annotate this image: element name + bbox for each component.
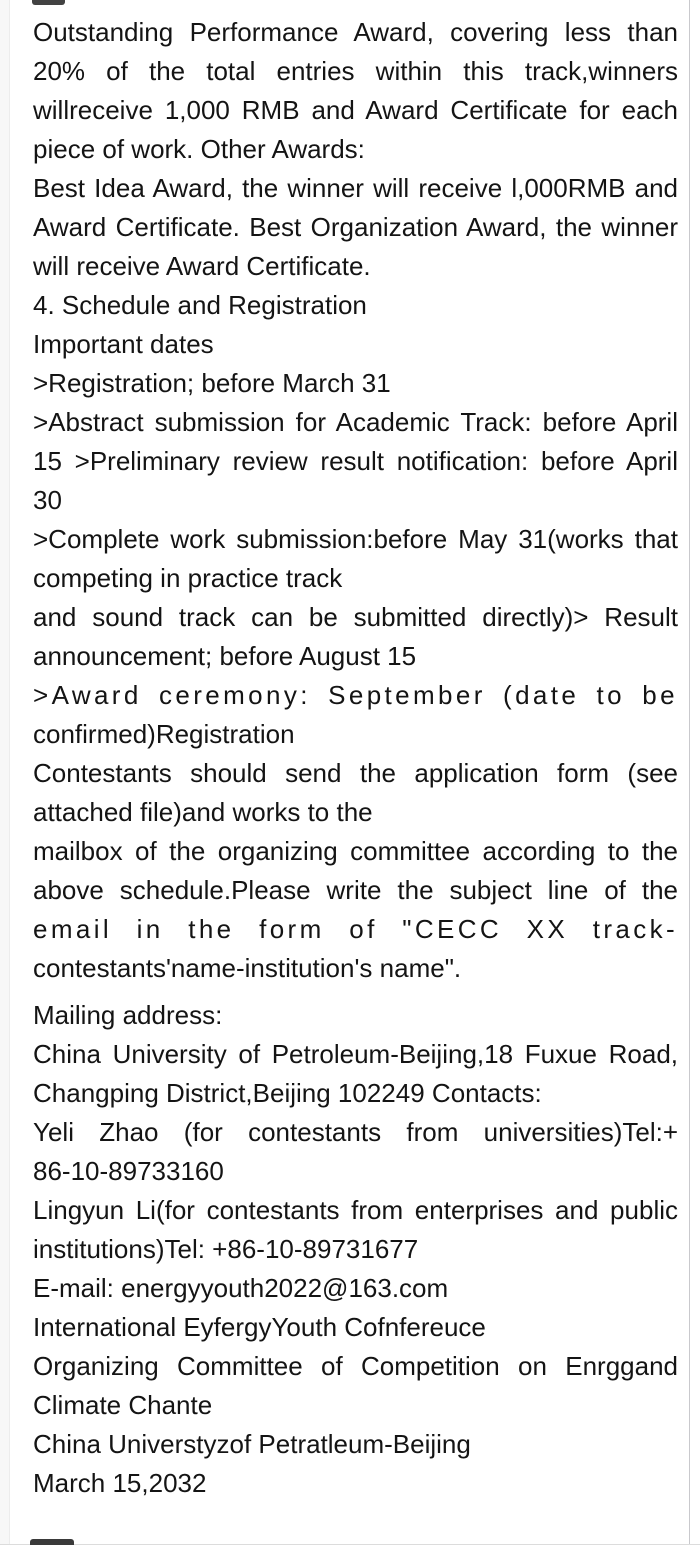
- document-line: March 15,2032: [33, 1468, 207, 1498]
- document-line: Climate Chante: [33, 1390, 213, 1420]
- document-line: email in the form of "CECC XX track-: [33, 914, 678, 944]
- document-line: China Universtyzof Petratleum-Beijing: [33, 1429, 471, 1459]
- document-line: Changping District,Beijing 102249 Contacts:: [33, 1078, 542, 1108]
- document-line: competing in practice track: [33, 563, 343, 593]
- document-line: Mailing address:: [33, 1000, 223, 1030]
- document-line: >Abstract submission for Academic Track: before April: [33, 407, 678, 437]
- document-line: >Award ceremony: September (date to be: [33, 680, 678, 710]
- document-line: Contestants should send the application form (see: [33, 758, 678, 788]
- document-line: announcement; before August 15: [33, 641, 417, 671]
- document-line: Best Idea Award, the winner will receive l,000RMB and: [33, 173, 678, 203]
- document-line: above schedule.Please write the subject line of the: [33, 875, 678, 905]
- top-cutoff-bar: [32, 0, 65, 5]
- document-line: International EyfergyYouth Cofnfereuce: [33, 1312, 486, 1342]
- document-line: Important dates: [33, 329, 214, 359]
- document-line: willreceive 1,000 RMB and Award Certificate for each: [33, 95, 678, 125]
- document-line: mailbox of the organizing committee according to the: [33, 836, 678, 866]
- document-line: China University of Petroleum-Beijing,18 Fuxue Road,: [33, 1039, 678, 1069]
- document-line: confirmed)Registration: [33, 719, 295, 749]
- document-line: institutions)Tel: +86-10-89731677: [33, 1234, 419, 1264]
- bottom-cutoff-bar: [30, 1539, 74, 1545]
- document-line: 30: [33, 485, 62, 515]
- document-line: E-mail: energyyouth2022@163.com: [33, 1273, 449, 1303]
- document-line: will receive Award Certificate.: [33, 251, 371, 281]
- document-line: Outstanding Performance Award, covering less than: [33, 17, 678, 47]
- document-line: contestants'name-institution's name".: [33, 953, 462, 983]
- document-line: Award Certificate. Best Organization Award, the winner: [33, 212, 678, 242]
- page-right-edge: [689, 0, 690, 1545]
- document-line: attached file)and works to the: [33, 797, 373, 827]
- document-line: Lingyun Li(for contestants from enterprises and public: [33, 1195, 678, 1225]
- document-text-body: [33, 13, 678, 1503]
- document-line: and sound track can be submitted directly)> Result: [33, 602, 678, 632]
- document-line: 15 >Preliminary review result notification: before April: [33, 446, 678, 476]
- document-line: 4. Schedule and Registration: [33, 290, 367, 320]
- document-line: >Complete work submission:before May 31(works that: [33, 524, 678, 554]
- document-line: Yeli Zhao (for contestants from universities)Tel:+: [33, 1117, 678, 1147]
- document-line: 86-10-89733160: [33, 1156, 224, 1186]
- document-line: piece of work. Other Awards:: [33, 134, 365, 164]
- document-line: Organizing Committee of Competition on Enrggand: [33, 1351, 678, 1381]
- document-line: >Registration; before March 31: [33, 368, 391, 398]
- page-left-edge: [0, 0, 10, 1545]
- document-line: 20% of the total entries within this track,winners: [33, 56, 678, 86]
